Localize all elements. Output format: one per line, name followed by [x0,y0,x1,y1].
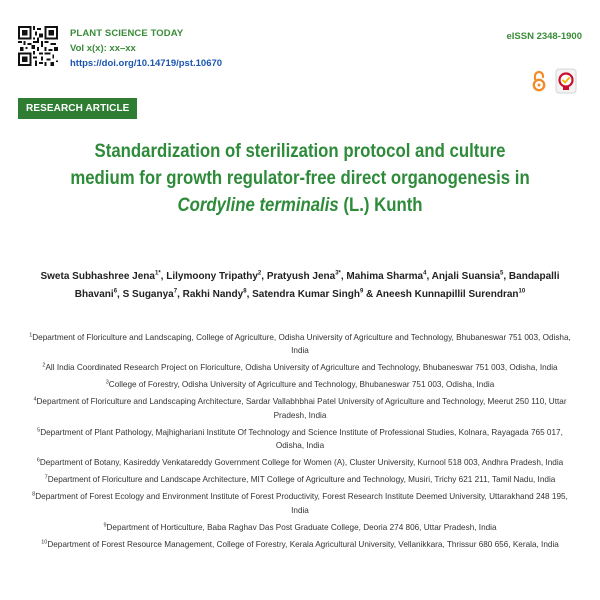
title-text: Standardization of sterilization protocol and culture medium for growth regulator-free direct organogenesis in [70,140,530,189]
journal-info [70,26,222,71]
affiliation: $^9$Department of Horticulture, Baba Raghav Das Post Graduate College, Deoria 274 806, Uttar Pradesh, India [103,521,497,532]
author: Lilymoony Tripathy$^2$ [166,270,262,282]
affiliation-list [28,331,572,555]
author: S Suganya$^7$ [122,288,178,300]
affiliation: $^5$Department of Plant Pathology, Majhighariani Institute Of Technology and Science Institute of Professional Studies, Kolnara, Rayagada 765 017, Odisha, India [37,427,563,451]
author: Anjali Suansia$^5$ [431,270,504,282]
qr-code-icon [18,26,58,66]
affiliation: $^2$All India Coordinated Research Project on Floriculture, Odisha University of Agriculture and Technology, Bhubaneswar 751 003, Odisha, India [42,362,558,373]
title-authority: (L.) Kunth [338,194,423,216]
affiliation: $^7$Department of Floriculture and Landscape Architecture, MIT College of Agriculture and Technology, Musiri, Trichy 621 211, Tamil Nadu, India [44,474,556,485]
affiliation: $^3$College of Forestry, Odisha University of Agriculture and Technology, Bhubaneswar 751 003, Odisha, India [105,379,495,390]
affiliation: $^8$Department of Forest Ecology and Environment Institute of Forest Productivity, Forest Research Institute Deemed University, Uttarakhand 248 195, India [32,491,568,515]
author-list: Sweta Subhashree Jena$^{1*}$, Lilymoony Tripathy$^2$, Pratyush Jena$^{3*}$, Mahima Sharma$^4$, Anjali Suansia$^5$, Bandapalli Bhavani$^6$, S Suganya$^7$, Rakhi Nandy$^8$, Satendra Kumar Singh$^9$ & Aneesh Kunnapillil Surendran$^{10}$ [40,270,560,300]
affiliation: $^4$Department of Floriculture and Landscaping Architecture, Sardar Vallabhbhai Patel University of Agriculture and Technology, Meerut 250 110, Uttar Pradesh, India [33,396,567,420]
article-title [63,138,538,219]
affiliation: $^1$Department of Floriculture and Landscaping, College of Agriculture, Odisha University of Agriculture and Technology, Bhubaneswar 751 003, Odisha, India [29,332,571,356]
author: Mahima Sharma$^4$ [346,270,427,282]
author: Pratyush Jena$^{3*}$ [266,270,341,282]
journal-volume: Vol x(x): xx–xx [70,43,136,54]
crossmark-icon[interactable] [555,68,577,94]
title-species: Cordyline terminalis [177,194,339,216]
author: Bandapalli Bhavani$^6$ [74,271,560,300]
affiliation: $^{10}$Department of Forest Resource Management, College of Forestry, Kerala Agricultural University, Vellanikkara, Thrissur 680 656, Kerala, India [41,538,559,549]
author: Satendra Kumar Singh$^9$ [252,288,364,300]
eissn: eISSN 2348-1900 [506,31,582,42]
author: Rakhi Nandy$^8$ [182,288,247,300]
open-access-icon[interactable] [532,70,546,92]
journal-name: PLANT SCIENCE TODAY [70,28,184,39]
doi-link[interactable]: https://doi.org/10.14719/pst.10670 [70,58,223,69]
affiliation: $^6$Department of Botany, Kasireddy Venkatareddy Government College for Women (A), Cluster University, Kurnool 518 003, Andhra Pradesh, India [36,457,564,468]
author: Aneesh Kunnapillil Surendran$^{10}$ [375,288,526,300]
author: Sweta Subhashree Jena$^{1*}$ [40,270,161,282]
article-type-badge: RESEARCH ARTICLE [18,98,137,119]
